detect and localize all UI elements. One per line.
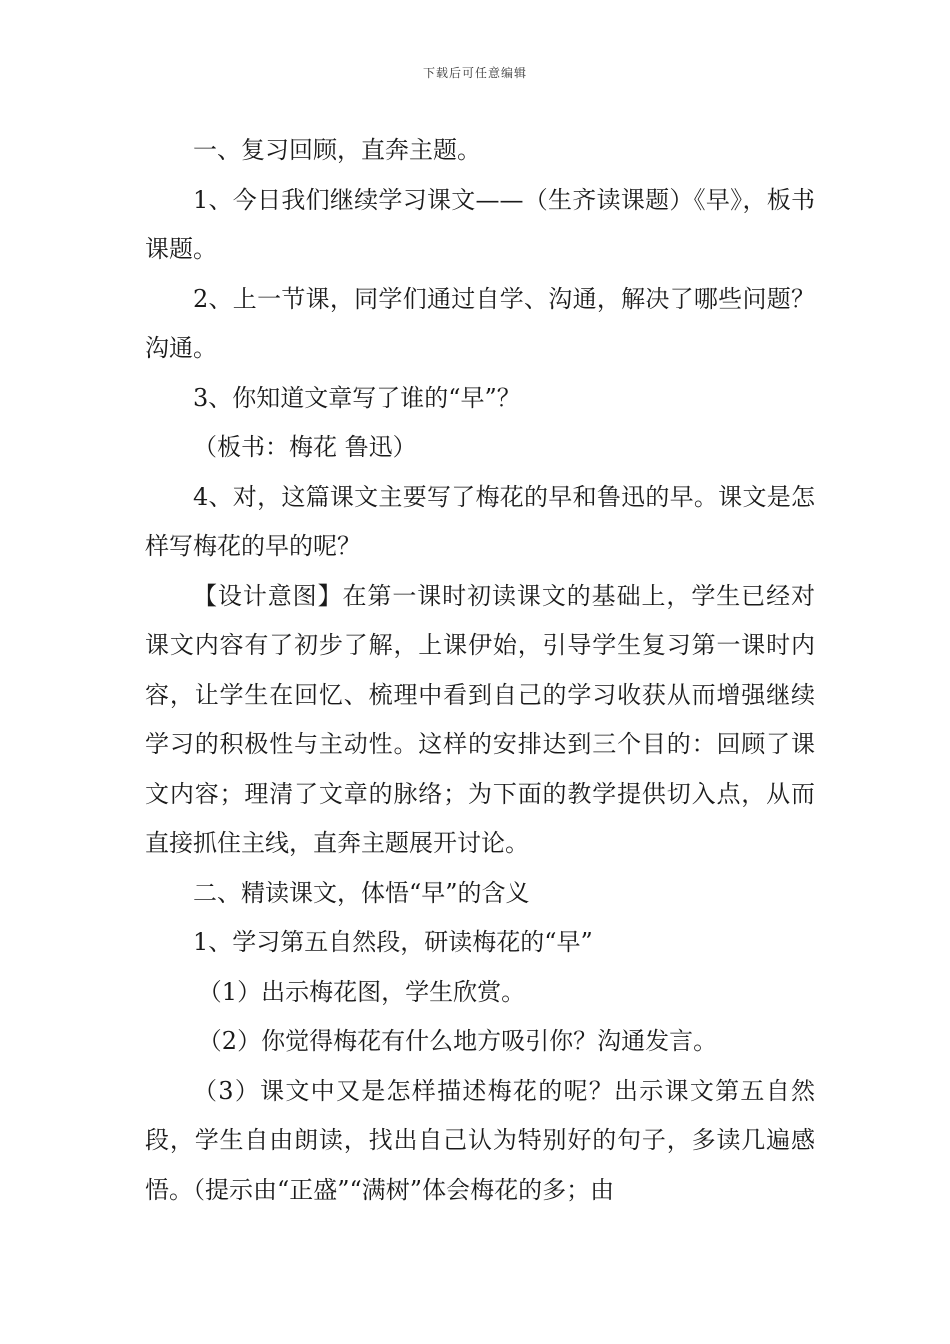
paragraph-item-1: 1、今日我们继续学习课文——（生齐读课题）《早》，板书课题。 bbox=[145, 185, 815, 263]
paragraph-item-2: 2、上一节课，同学们通过自学、沟通，解决了哪些问题？沟通。 bbox=[145, 284, 815, 362]
page-header-note: 下载后可任意编辑 bbox=[422, 66, 527, 80]
document-body bbox=[145, 126, 815, 1215]
paragraph-study-fifth: 1、学习第五自然段，研读梅花的“早” bbox=[193, 928, 593, 956]
section-heading-review: 一、复习回顾，直奔主题。 bbox=[193, 136, 481, 164]
paragraph-sub-3: （3）课文中又是怎样描述梅花的呢？出示课文第五自然段，学生自由朗读，找出自己认为特别好的句子，多读几遍感悟。（提示由“正盛”“满树”体会梅花的多；由 bbox=[145, 1076, 815, 1204]
section-heading-close-reading: 二、精读课文，体悟“早”的含义 bbox=[193, 878, 530, 907]
paragraph-item-4: 4、对，这篇课文主要写了梅花的早和鲁迅的早。课文是怎样写梅花的早的呢？ bbox=[145, 482, 815, 560]
paragraph-item-3: 3、你知道文章写了谁的“早”？ bbox=[193, 383, 521, 412]
paragraph-sub-2: （2）你觉得梅花有什么地方吸引你？沟通发言。 bbox=[197, 1027, 718, 1055]
paragraph-sub-1: （1）出示梅花图，学生欣赏。 bbox=[197, 977, 526, 1006]
paragraph-design-intent: 【设计意图】在第一课时初读课文的基础上，学生已经对课文内容有了初步了解，上课伊始，引导学生复习第一课时内容，让学生在回忆、梳理中看到自己的学习收获从而增强继续学习的积极性与主动性。这样的安排达到三个目的：回顾了课文内容；理清了文章的脉络；为下面的教学提供切入点，从而直接抓住主线，直奔主题展开讨论。 bbox=[145, 581, 815, 857]
paragraph-blackboard-note: （板书：梅花 鲁迅） bbox=[193, 433, 417, 461]
